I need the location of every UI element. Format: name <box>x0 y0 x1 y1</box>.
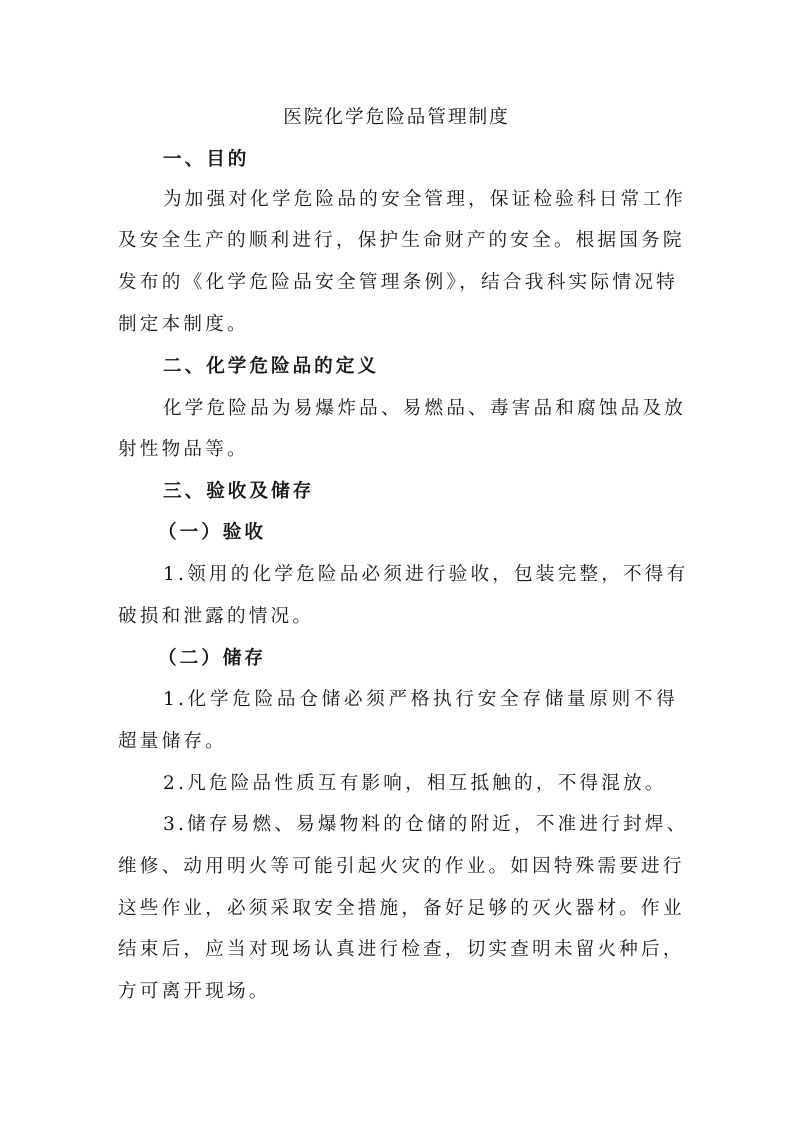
list-item-line: 1.领用的化学危险品必须进行验收，包装完整，不得有 <box>163 564 689 585</box>
list-item-line: 破损和泄露的情况。 <box>118 606 315 627</box>
document-title: 医院化学危险品管理制度 <box>283 107 510 128</box>
section-heading-definition: 二、化学危险品的定义 <box>163 356 379 377</box>
list-item-line: 这些作业，必须采取安全措施，备好足够的灭火器材。作业 <box>118 898 685 919</box>
paragraph-line: 射性物品等。 <box>118 439 249 460</box>
paragraph-line: 化学危险品为易爆炸品、易燃品、毒害品和腐蚀品及放 <box>163 398 687 419</box>
list-item-line: 3.储存易燃、易爆物料的仓储的附近，不准进行封焊、 <box>163 814 689 835</box>
subsection-heading-acceptance: （一）验收 <box>158 522 266 543</box>
list-item-line: 维修、动用明火等可能引起火灾的作业。如因特殊需要进行 <box>118 856 685 877</box>
list-item-line: 结束后，应当对现场认真进行检查，切实查明未留火种后， <box>118 939 685 960</box>
list-item-line: 1.化学危险品仓储必须严格执行安全存储量原则不得 <box>163 689 678 710</box>
paragraph-line: 制定本制度。 <box>118 314 249 335</box>
list-item-line: 超量储存。 <box>118 731 227 752</box>
paragraph-line: 为加强对化学危险品的安全管理，保证检验科日常工作 <box>163 189 687 210</box>
subsection-heading-storage: （二）储存 <box>158 648 266 669</box>
list-item-line: 方可离开现场。 <box>118 981 271 1002</box>
list-item-line: 2.凡危险品性质互有影响，相互抵触的，不得混放。 <box>163 773 667 794</box>
section-heading-acceptance-storage: 三、验收及储存 <box>163 481 315 502</box>
paragraph-line: 及安全生产的顺利进行，保护生命财产的安全。根据国务院 <box>118 230 685 251</box>
paragraph-line: 发布的《化学危险品安全管理条例》，结合我科实际情况特 <box>118 272 678 293</box>
section-heading-purpose: 一、目的 <box>163 149 250 170</box>
